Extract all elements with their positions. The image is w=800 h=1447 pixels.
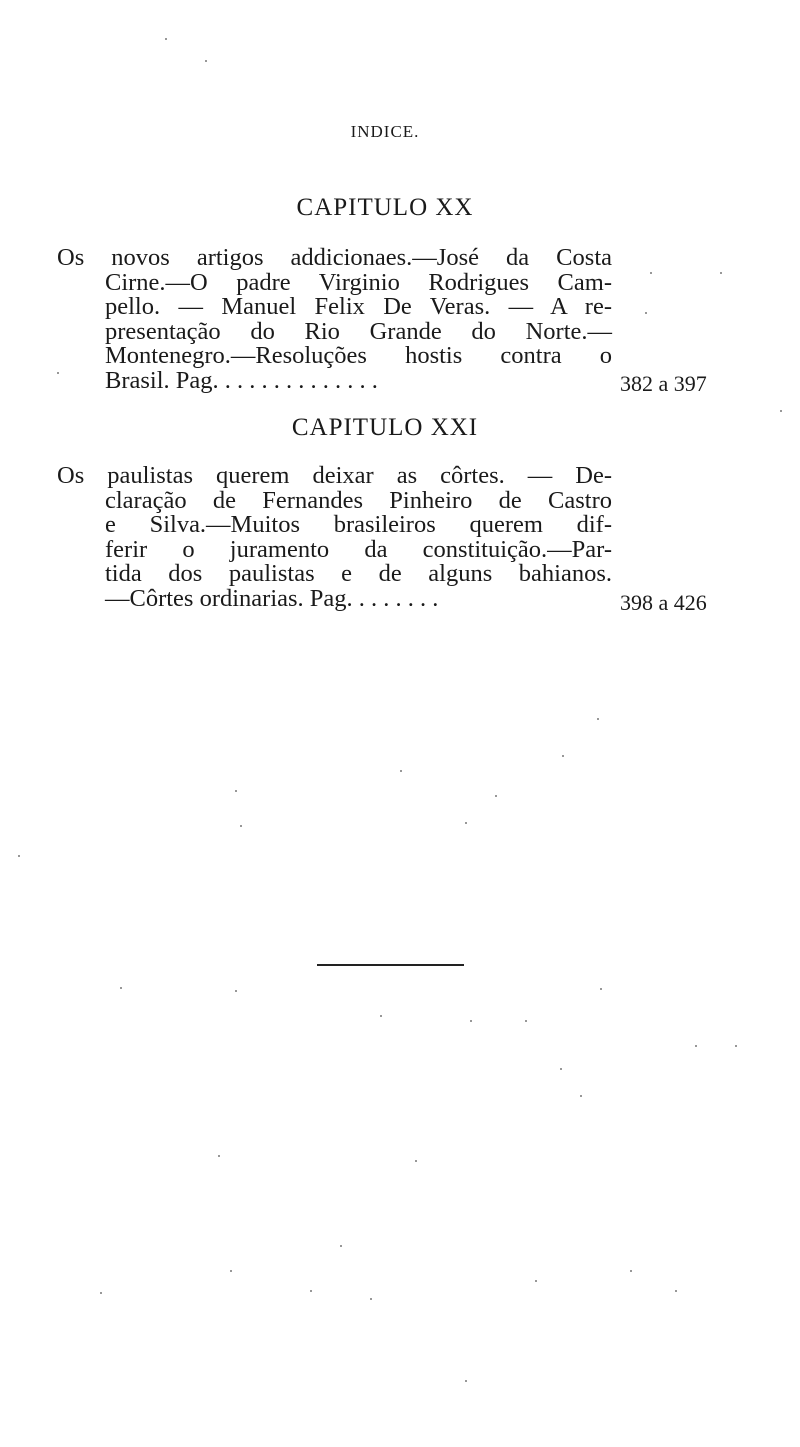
speck [18, 855, 20, 857]
speck [57, 372, 59, 374]
speck [370, 1298, 372, 1300]
entry-line: Cirne.—O padre Virginio Rodrigues Cam- [105, 268, 612, 296]
speck [310, 1290, 312, 1292]
speck [240, 825, 242, 827]
speck [470, 1020, 472, 1022]
page-range: 382 a 397 [620, 371, 707, 396]
entry-line: e Silva.—Muitos brasileiros querem dif- [105, 511, 612, 538]
speck [465, 822, 467, 824]
entry-line: —Côrtes ordinarias. Pag. . . . . . . . [105, 584, 439, 612]
speck [120, 987, 122, 989]
speck [695, 1045, 697, 1047]
entry-line: presentação do Rio Grande do Norte.— [105, 317, 612, 345]
entry-line: claração de Fernandes Pinheiro de Castro [105, 486, 612, 514]
speck [535, 1280, 537, 1282]
entry-line: tida dos paulistas e de alguns bahianos. [105, 560, 612, 587]
index-entry [57, 246, 612, 393]
index-entry [57, 464, 612, 611]
speck [735, 1045, 737, 1047]
speck [720, 272, 722, 274]
chapter-heading: CAPITULO XX [296, 194, 474, 221]
speck [100, 1292, 102, 1294]
speck [630, 1270, 632, 1272]
end-rule [317, 964, 464, 966]
speck [600, 988, 602, 990]
speck [340, 1245, 342, 1247]
speck [645, 312, 647, 314]
speck [380, 1015, 382, 1017]
speck [415, 1160, 417, 1162]
entry-line: pello. — Manuel Felix De Veras. — A re- [105, 293, 612, 320]
speck [205, 60, 207, 62]
entry-line: Brasil. Pag. . . . . . . . . . . . . . [105, 366, 378, 394]
entry-line: ferir o juramento da constituição.—Par- [105, 535, 612, 563]
running-head: INDICE. [350, 122, 420, 141]
chapter-heading: CAPITULO XXI [291, 414, 479, 441]
page-range: 398 a 426 [620, 590, 707, 615]
speck [400, 770, 402, 772]
speck [650, 272, 652, 274]
speck [780, 410, 782, 412]
speck [562, 755, 564, 757]
speck [230, 1270, 232, 1272]
speck [235, 990, 237, 992]
speck [560, 1068, 562, 1070]
speck [465, 1380, 467, 1382]
speck [580, 1095, 582, 1097]
entry-line: Os paulistas querem deixar as côrtes. — De- [57, 462, 612, 489]
speck [597, 718, 599, 720]
entry-line: Os novos artigos addicionaes.—José da Costa [57, 244, 612, 271]
speck [495, 795, 497, 797]
speck [165, 38, 167, 40]
speck [525, 1020, 527, 1022]
speck [675, 1290, 677, 1292]
speck [218, 1155, 220, 1157]
speck [235, 790, 237, 792]
entry-line: Montenegro.—Resoluções hostis contra o [105, 342, 612, 369]
